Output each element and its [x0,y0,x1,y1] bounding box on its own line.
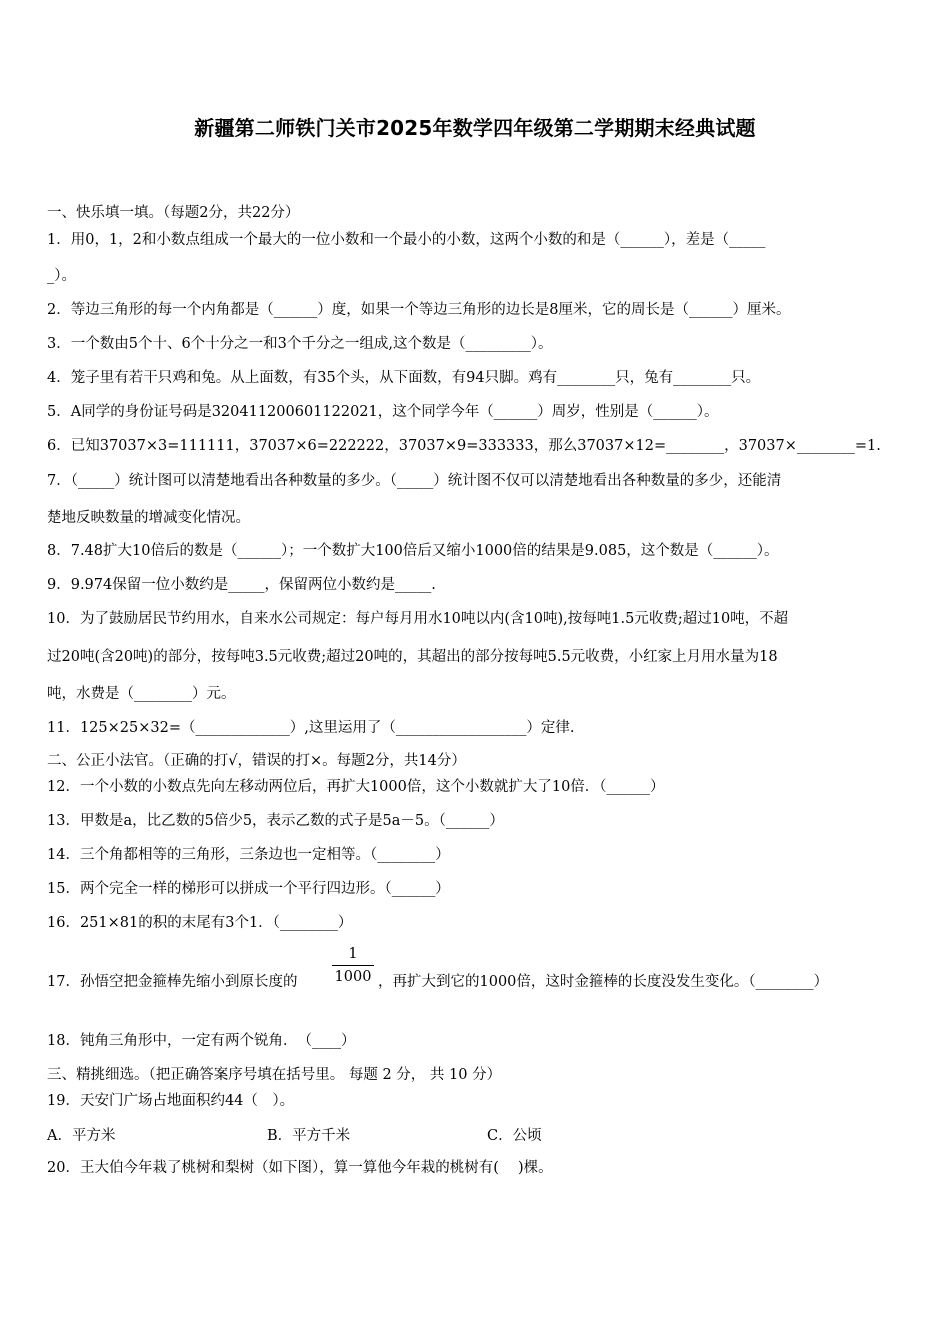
question-19-options [47,1124,747,1144]
question-7-line-2: 楚地反映数量的增减变化情况。 [47,510,250,526]
question-17-text-before: 17．孙悟空把金箍棒先缩小到原长度的 [47,974,298,990]
section-heading-3: 三、精挑细选。（把正确答案序号填在括号里。 每题 2 分， 共 10 分） [47,1067,502,1083]
question-16: 16．251×81的积的末尾有3个1．（________） [47,915,353,931]
question-6: 6．已知37037×3=111111，37037×6=222222，37037×9=333333，那么37037×12=________，37037×________=1. [47,438,881,454]
fraction-one-thousandth [332,945,374,986]
question-10-line-1: 10．为了鼓励居民节约用水，自来水公司规定：每户每月用水10吨以内(含10吨),按每吨1.5元收费;超过10吨，不超 [47,611,789,627]
question-9: 9．9.974保留一位小数约是_____，保留两位小数约是_____. [47,577,436,593]
question-1-line-1: 1．用0，1，2和小数点组成一个最大的一位小数和一个最小的小数，这两个小数的和是（______），差是（_____ [47,232,766,248]
question-5: 5．A同学的身份证号码是320411200601122021，这个同学今年（______）周岁，性别是（______）。 [47,404,719,420]
question-15: 15．两个完全一样的梯形可以拼成一个平行四边形。（______） [47,881,450,897]
question-13: 13．甲数是a，比乙数的5倍少5，表示乙数的式子是5a－5。（______） [47,813,504,829]
question-8: 8．7.48扩大10倍后的数是（______）；一个数扩大100倍后又缩小1000倍的结果是9.085，这个数是（______）。 [47,543,779,559]
question-2: 2．等边三角形的每一个内角都是（______）度，如果一个等边三角形的边长是8厘米，它的周长是（______）厘米。 [47,302,791,318]
fraction-bar [332,965,374,966]
page-title: 新疆第二师铁门关市2025年数学四年级第二学期期末经典试题 [194,116,756,140]
question-3: 3．一个数由5个十、6个十分之一和3个千分之一组成,这个数是（_________）。 [47,336,553,352]
fraction-denominator: 1000 [334,969,372,985]
question-19: 19．天安门广场占地面积约44（ ）。 [47,1093,295,1109]
question-20: 20．王大伯今年栽了桃树和梨树（如下图），算一算他今年栽的桃树有( )棵。 [47,1160,553,1176]
section-heading-1: 一、快乐填一填。（每题2分，共22分） [47,205,300,221]
question-1-line-2: _）。 [47,268,76,284]
question-17-text-after: ，再扩大到它的1000倍，这时金箍棒的长度没发生变化。（________） [378,974,829,990]
question-11: 11．125×25×32=（_____________）,这里运用了（__________________）定律. [47,720,575,736]
question-12: 12．一个小数的小数点先向左移动两位后，再扩大1000倍，这个小数就扩大了10倍．（______） [47,779,665,795]
question-4: 4．笼子里有若干只鸡和兔。从上面数，有35个头，从下面数，有94只脚。鸡有________只，兔有________只。 [47,370,761,386]
option-b: B．平方千米 [267,1128,351,1144]
question-7-line-1: 7．（_____）统计图可以清楚地看出各种数量的多少。（_____）统计图不仅可以清楚地看出各种数量的多少，还能清 [47,473,782,489]
option-a: A．平方米 [47,1128,116,1144]
question-10-line-2: 过20吨(含20吨)的部分，按每吨3.5元收费;超过20吨的，其超出的部分按每吨5.5元收费，小红家上月用水量为18 [47,649,778,665]
option-c: C．公顷 [487,1128,542,1144]
section-heading-2: 二、公正小法官。（正确的打√，错误的打×。每题2分，共14分） [47,753,466,769]
fraction-numerator: 1 [348,946,358,962]
question-10-line-3: 吨，水费是（________）元。 [47,686,236,702]
question-18: 18．钝角三角形中，一定有两个锐角． （____） [47,1033,356,1049]
question-14: 14．三个角都相等的三角形，三条边也一定相等。（________） [47,847,450,863]
